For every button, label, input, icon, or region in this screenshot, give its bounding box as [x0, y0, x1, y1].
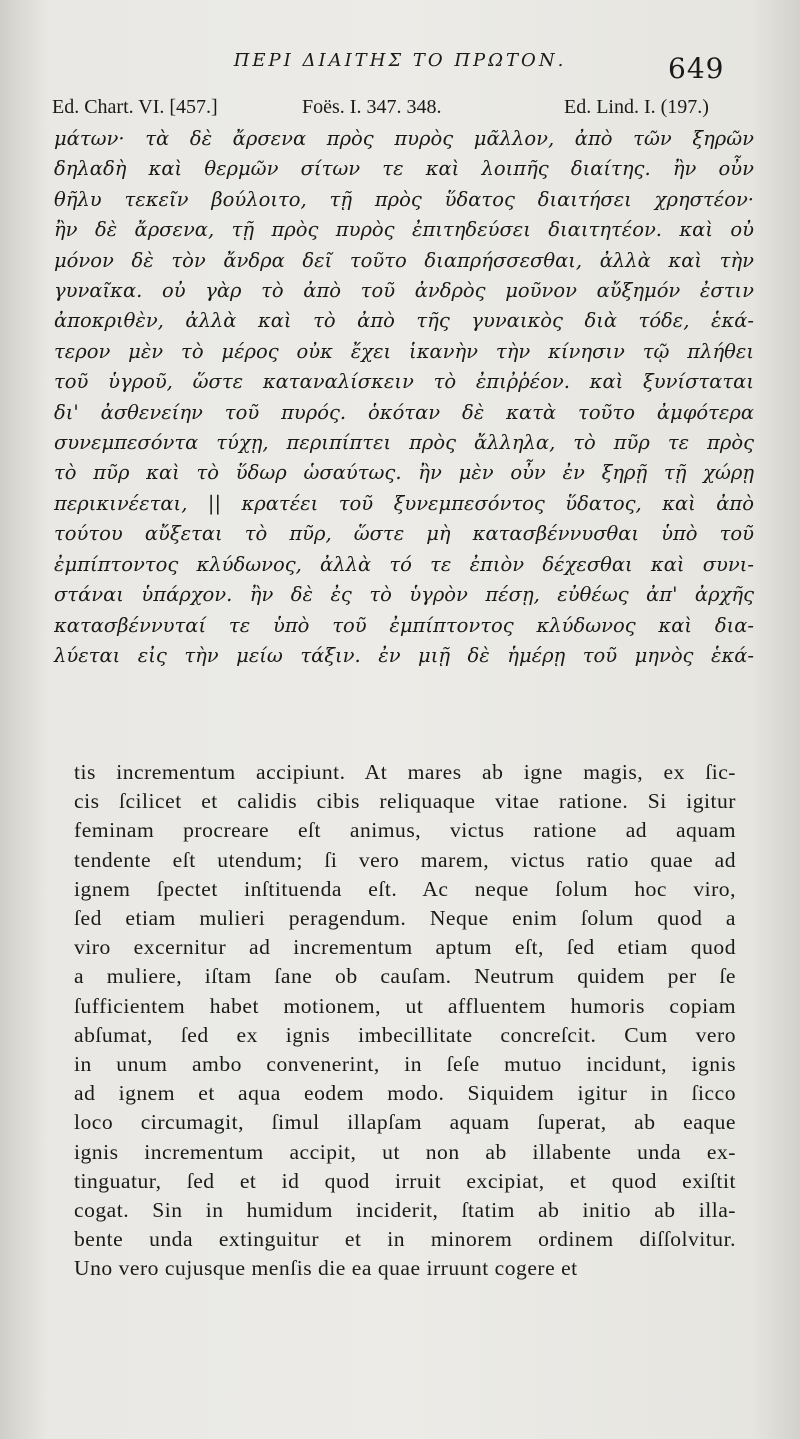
greek-text-line: λύεται εἰς τὴν μείω τάξιν. ἐν μιῇ δὲ ἡμέρῃ τοῦ μηνὸς ἑκά- [54, 643, 754, 667]
latin-text-line: abſumat, ſed ex ignis imbecillitate concreſcit. Cum vero [74, 1022, 736, 1047]
greek-text-line: ἢν δὲ ἄρσενα, τῇ πρὸς πυρὸς ἐπιτηδεύσει διαιτητέον. καὶ οὐ [54, 218, 754, 242]
latin-text-line: tendente eſt utendum; ſi vero marem, victus ratio quae ad [74, 847, 736, 872]
greek-text-line: μάτων· τὰ δὲ ἄρσενα πρὸς πυρὸς μᾶλλον, ἀπὸ τῶν ξηρῶν [54, 127, 754, 150]
greek-text-line: τερον μὲν τὸ μέρος οὐκ ἔχει ἱκανὴν τὴν κίνησιν τῷ πλήθει [54, 339, 754, 363]
edition-reference-line [52, 96, 752, 119]
greek-text-line: τὸ πῦρ καὶ τὸ ὕδωρ ὡσαύτως. ἢν μὲν οὖν ἐν ξηρῇ τῇ χώρῃ [54, 461, 754, 485]
greek-text-line: τοῦ ὑγροῦ, ὥστε καταναλίσκειν τὸ ἐπιῤῥέον. καὶ ξυνίσταται [54, 370, 754, 394]
greek-text-line: μόνον δὲ τὸν ἄνδρα δεῖ τοῦτο διαπρήσσεσθαι, ἀλλὰ καὶ τὴν [54, 248, 754, 272]
greek-text-line: γυναῖκα. οὐ γὰρ τὸ ἀπὸ τοῦ ἀνδρὸς μοῦνον αὔξημόν ἐστιν [54, 279, 754, 303]
greek-text-line: συνεμπεσόντα τύχῃ, περιπίπτει πρὸς ἄλληλα, τὸ πῦρ τε πρὸς [54, 431, 754, 455]
latin-text-line: ſed etiam mulieri peragendum. Neque enim ſolum quod a [74, 906, 736, 931]
greek-text-line: τούτου αὔξεται τὸ πῦρ, ὥστε μὴ κατασβέννυσθαι ὑπὸ τοῦ [54, 522, 754, 546]
latin-text-line: cogat. Sin in humidum inciderit, ſtatim ab initio ab illa- [74, 1198, 736, 1223]
latin-text-line: ignem ſpectet inſtituenda eſt. Ac neque ſolum hoc viro, [74, 876, 736, 901]
latin-text-line: cis ſcilicet et calidis cibis reliquaque vitae ratione. Si igitur [74, 789, 736, 814]
greek-text-line: ἐμπίπτοντος κλύδωνος, ἀλλὰ τό τε ἐπιὸν δέχεσθαι καὶ συνι- [54, 552, 754, 576]
greek-text-line: κατασβέννυταί τε ὑπὸ τοῦ ἐμπίπτοντος κλύδωνος καὶ δια- [54, 613, 754, 637]
greek-text-line: δι' ἀσθενείην τοῦ πυρός. ὁκόταν δὲ κατὰ τοῦτο ἀμφότερα [54, 400, 754, 424]
running-head: ΠΕΡΙ ΔΙΑΙΤΗΣ ΤΟ ΠΡΩΤΟΝ. [233, 50, 567, 71]
latin-text-line: ad ignem et aqua eodem modo. Siquidem igitur in ſicco [74, 1081, 736, 1106]
latin-text-line: ignis incrementum accipit, ut non ab illabente unda ex- [74, 1139, 736, 1164]
latin-text-line: in unum ambo convenerint, in ſeſe mutuo incidunt, ignis [74, 1052, 736, 1077]
greek-text-block [54, 124, 754, 671]
latin-text-line: tinguatur, ſed et id quod irruit excipiat, et quod exiſtit [74, 1168, 736, 1193]
greek-text-line: δηλαδὴ καὶ θερμῶν σίτων τε καὶ λοιπῆς διαίτης. ἢν οὖν [54, 157, 754, 181]
latin-text-line: feminam procreare eſt animus, victus ratione ad aquam [74, 818, 736, 843]
greek-text-line: θῆλυ τεκεῖν βούλοιτο, τῇ πρὸς ὕδατος διαιτήσει χρηστέον· [54, 187, 754, 211]
latin-text-line: loco circumagit, ſimul illapſam aquam ſuperat, ab eaque [74, 1110, 736, 1135]
greek-text-line: περικινέεται, || κρατέει τοῦ ξυνεμπεσόντος ὕδατος, καὶ ἀπὸ [54, 491, 754, 515]
latin-text-line: Uno vero cujusque menſis die ea quae irruunt cogere et [74, 1256, 578, 1281]
ref-chartier: Ed. Chart. VI. [457.] [52, 96, 218, 118]
greek-text-line: ἀποκριθὲν, ἀλλὰ καὶ τὸ ἀπὸ τῆς γυναικὸς διὰ τόδε, ἑκά- [54, 309, 754, 333]
latin-text-line: ſufficientem habet motionem, ut affluentem humoris copiam [74, 993, 736, 1018]
latin-text-block [74, 758, 736, 1284]
latin-text-line: bente unda extinguitur et in minorem ordinem diſſolvitur. [74, 1227, 736, 1252]
latin-text-line: tis incrementum accipiunt. At mares ab igne magis, ex ſic- [74, 760, 736, 784]
greek-text-line: στάναι ὑπάρχον. ἢν δὲ ἐς τὸ ὑγρὸν πέσῃ, εὐθέως ἀπ' ἀρχῆς [54, 583, 754, 607]
ref-lind: Ed. Lind. I. (197.) [564, 96, 709, 118]
latin-text-line: viro excernitur ad incrementum aptum eſt, ſed etiam quod [74, 935, 736, 960]
ref-foes: Foës. I. 347. 348. [302, 96, 442, 118]
latin-text-line: a muliere, iſtam ſane ob cauſam. Neutrum quidem per ſe [74, 964, 736, 989]
page-number: 649 [668, 52, 725, 85]
